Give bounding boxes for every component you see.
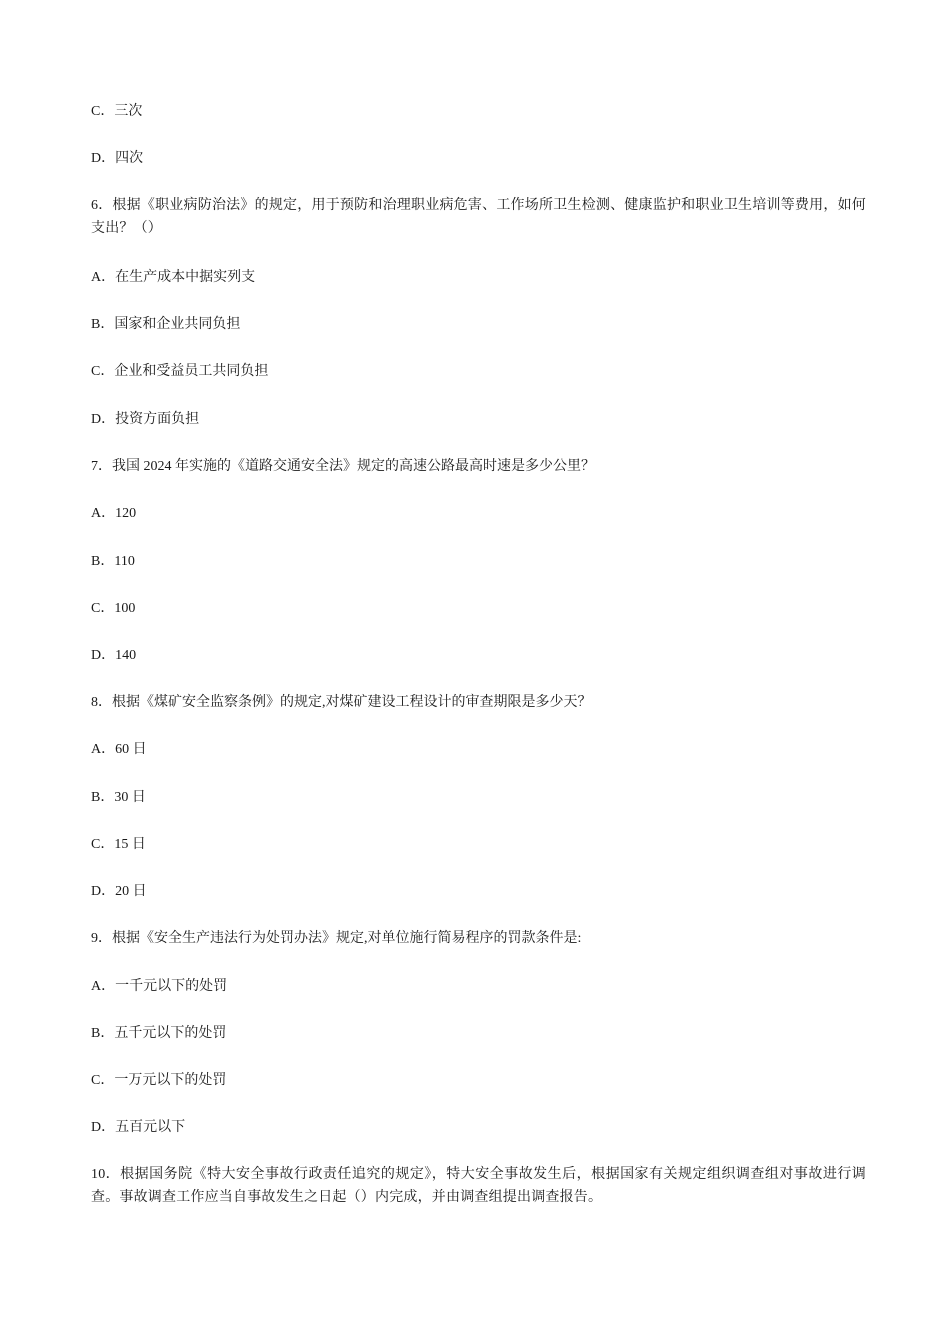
option-d-q6: D．投资方面负担 [91, 412, 200, 427]
option-a-q7: A．120 [91, 506, 137, 521]
option-a-q9: A．一千元以下的处罚 [91, 979, 228, 994]
option-b-q8: B．30 日 [91, 790, 146, 805]
option-c-q8: C．15 日 [91, 837, 146, 852]
question-8: 8．根据《煤矿安全监察条例》的规定,对煤矿建设工程设计的审查期限是多少天？ [91, 695, 592, 710]
option-c-q7: C．100 [91, 601, 136, 616]
option-d-q7: D．140 [91, 648, 137, 663]
option-a-q8: A．60 日 [91, 742, 147, 757]
option-b-q9: B．五千元以下的处罚 [91, 1026, 227, 1041]
option-c-q6: C．企业和受益员工共同负担 [91, 364, 269, 379]
question-10: 10．根据国务院《特大安全事故行政责任追究的规定》，特大安全事故发生后，根据国家有关规定组织调查组对事故进行调查。事故调查工作应当自事故发生之日起（）内完成，并由调查组提出调查报告。 [91, 1167, 866, 1205]
option-c-q9: C．一万元以下的处罚 [91, 1073, 227, 1088]
option-d-q9: D．五百元以下 [91, 1120, 186, 1135]
option-b-q6: B．国家和企业共同负担 [91, 317, 241, 332]
question-9: 9．根据《安全生产违法行为处罚办法》规定,对单位施行简易程序的罚款条件是: [91, 931, 582, 946]
question-6: 6．根据《职业病防治法》的规定，用于预防和治理职业病危害、工作场所卫生检测、健康监护和职业卫生培训等费用，如何支出？（） [91, 198, 866, 236]
question-7: 7．我国 2024 年实施的《道路交通安全法》规定的高速公路最高时速是多少公里？ [91, 459, 595, 474]
option-d-q8: D．20 日 [91, 884, 147, 899]
option-c-q5: C．三次 [91, 104, 143, 119]
option-a-q6: A．在生产成本中据实列支 [91, 270, 256, 285]
option-b-q7: B．110 [91, 554, 135, 569]
option-d-q5: D．四次 [91, 151, 144, 166]
